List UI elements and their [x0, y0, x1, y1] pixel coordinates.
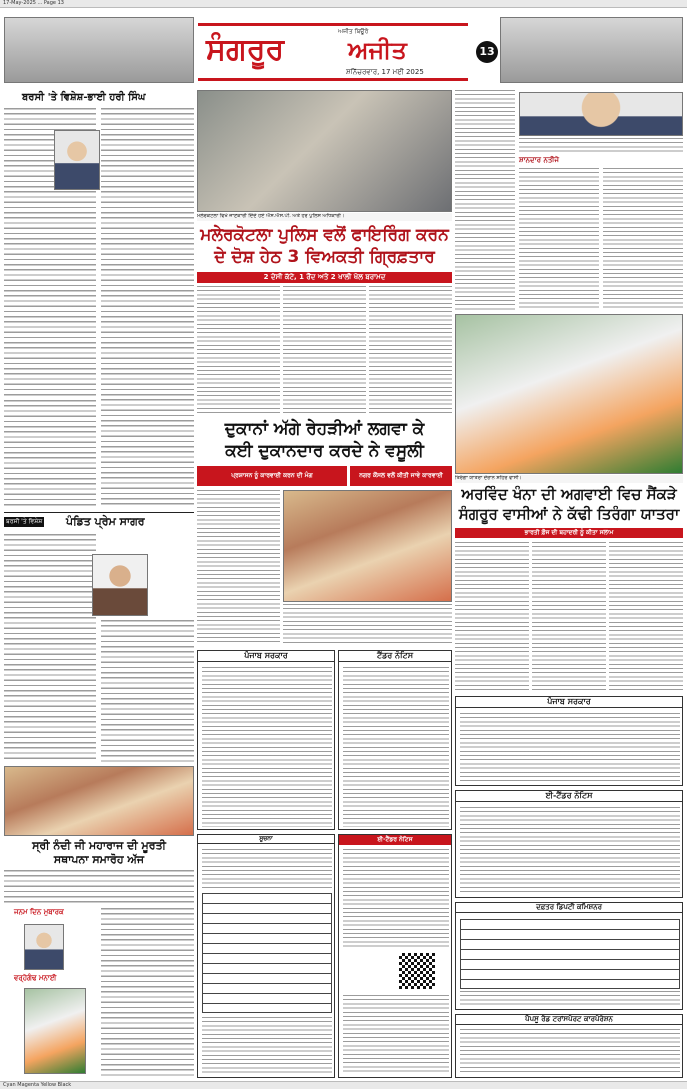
- center-article-2-col2: [283, 604, 452, 644]
- anniv-header: [4, 974, 96, 986]
- right-head-results: ਸ਼ਾਨਦਾਰ ਨਤੀਜੇ: [519, 156, 559, 164]
- center-article-1-col1: [197, 286, 280, 414]
- right-article-2-lead: [519, 138, 683, 154]
- tiranga-rally-photo: [455, 314, 683, 474]
- right-article-3-col1: [455, 542, 529, 692]
- ad-right-3-grid: [460, 919, 680, 989]
- ad-right-4-title: ਪੈਪਸੂ ਰੋਡ ਟਰਾਂਸਪੋਰਟ ਕਾਰਪੋਰੇਸ਼ਨ: [456, 1015, 682, 1025]
- rally-caption: ਤਿਰੰਗਾ ਯਾਤਰਾ ਦੌਰਾਨ ਸ਼ਹਿਰ ਵਾਸੀ।: [455, 475, 683, 483]
- center-article-2-col1: [197, 490, 280, 642]
- left-head-2-row: [4, 516, 194, 530]
- center-subbar-2a: ਪ੍ਰਸ਼ਾਸਨ ਨੂੰ ਕਾਰਵਾਈ ਕਰਨ ਦੀ ਮੰਗ: [197, 466, 347, 486]
- ad-punjab-sarkar-body: [202, 667, 332, 827]
- issue-date: ਸ਼ਨਿੱਚਰਵਾਰ, 17 ਮਈ 2025: [346, 68, 424, 76]
- ad-notice-footer: [202, 1017, 332, 1075]
- ad-notice-title: ਸੂਚਨਾ: [198, 835, 334, 844]
- students-photo: [519, 92, 683, 136]
- left-head-3-l1: ਸ੍ਰੀ ਨੰਦੀ ਜੀ ਮਹਾਰਾਜ ਦੀ ਮੂਰਤੀ: [32, 839, 166, 852]
- masthead-left-photo: [4, 17, 194, 83]
- left-article-1-col2: [101, 108, 194, 508]
- ad-right-1: [455, 696, 683, 786]
- left-head-3-l2: ਸਥਾਪਨਾ ਸਮਾਰੋਹ ਅੱਜ: [53, 853, 145, 866]
- print-info-text: 17-May-2025 ... Page 13: [3, 0, 64, 6]
- center-article-1-col2: [283, 286, 366, 414]
- vendors-photo: [283, 490, 452, 602]
- ad-right-3: [455, 902, 683, 1010]
- bday-header: [4, 908, 96, 920]
- ad-right-1-title: ਪੰਜਾਬ ਸਰਕਾਰ: [456, 697, 682, 708]
- left-head-2: ਪੰਡਿਤ ਪ੍ਰੇਮ ਸਾਗਰ: [66, 515, 145, 528]
- page-number: 13: [476, 41, 498, 63]
- center-head-2-l1: ਦੁਕਾਨਾਂ ਅੱਗੇ ਰੇਹੜੀਆਂ ਲਗਵਾ ਕੇ: [224, 419, 425, 439]
- left-article-2-col1: [4, 534, 96, 762]
- right-article-2-col2: [603, 168, 683, 310]
- ad-right-4: [455, 1014, 683, 1078]
- left-head-1: ਬਰਸੀ 'ਤੇ ਵਿਸ਼ੇਸ਼-ਭਾਈ ਹਰੀ ਸਿੰਘ: [22, 92, 146, 103]
- masthead: [0, 9, 687, 87]
- ad-tender-2-footer: [343, 995, 449, 1075]
- left-portrait-1: [54, 130, 100, 190]
- center-column: [197, 90, 452, 1083]
- ad-tender-notice-title: ਟੈਂਡਰ ਨੋਟਿਸ: [339, 651, 451, 662]
- ad-punjab-sarkar: [197, 650, 335, 830]
- ad-tender-2: [338, 834, 452, 1078]
- ad-notice-grid: [202, 893, 332, 1013]
- police-photo: [197, 90, 452, 212]
- anniv-photo: [24, 988, 86, 1074]
- ad-punjab-sarkar-title: ਪੰਜਾਬ ਸਰਕਾਰ: [198, 651, 334, 662]
- bday-label: ਜਨਮ ਦਿਨ ਮੁਬਾਰਕ: [14, 908, 64, 916]
- left-article-4: [101, 908, 194, 1078]
- print-info-strip: [0, 0, 687, 8]
- brand-tag: ਅਜੀਤ ਬਿਊਰੋ: [338, 28, 369, 35]
- ad-tender-notice: [338, 650, 452, 830]
- center-head-1-l1: ਮਲੇਰਕੋਟਲਾ ਪੁਲਿਸ ਵਲੋਂ ਫਾਇਰਿੰਗ ਕਰਨ: [200, 225, 449, 245]
- print-color-strip: [0, 1081, 687, 1089]
- special-tag: ਬਰਸੀ 'ਤੇ ਵਿਸ਼ੇਸ਼: [6, 518, 43, 525]
- left-column: [4, 90, 194, 1083]
- ad-right-1-body: [460, 713, 680, 783]
- ad-right-3-footer: [460, 991, 680, 1007]
- right-column: [455, 90, 683, 1083]
- center-head-2-l2: ਕਈ ਦੁਕਾਨਦਾਰ ਕਰਦੇ ਨੇ ਵਸੂਲੀ: [225, 441, 424, 461]
- ad-right-3-title: ਦਫ਼ਤਰ ਡਿਪਟੀ ਕਮਿਸ਼ਨਰ: [456, 903, 682, 913]
- brand-name: ਅਜੀਤ: [348, 36, 407, 64]
- police-photo-caption: ਮਲੇਰਕੋਟਲਾ ਵਿਖੇ ਜਾਣਕਾਰੀ ਦਿੰਦੇ ਹੋਏ ਐਸ.ਐਸ.ਪੀ. ਅਤੇ ਹੋਰ ਪੁਲਿਸ ਅਧਿਕਾਰੀ।: [197, 213, 452, 221]
- center-head-1-l2: ਦੇ ਦੋਸ਼ ਹੇਠ 3 ਵਿਅਕਤੀ ਗ੍ਰਿਫ਼ਤਾਰ: [214, 247, 435, 267]
- right-article-2-col1: [519, 168, 599, 310]
- ad-right-2-body: [460, 807, 680, 895]
- left-event-photo: [4, 766, 194, 836]
- ad-right-2: [455, 790, 683, 898]
- center-subbar-2b: ਨਗਰ ਕੌਂਸਲ ਵਲੋਂ ਕੀਤੀ ਜਾਵੇ ਕਾਰਵਾਈ: [350, 466, 452, 486]
- center-article-1-col3: [369, 286, 452, 414]
- left-article-2-col2: [101, 620, 194, 762]
- ad-right-4-body: [460, 1029, 680, 1075]
- right-head-l1: ਅਰਵਿੰਦ ਖੰਨਾ ਦੀ ਅਗਵਾਈ ਵਿਚ ਸੈਂਕੜੇ: [461, 485, 677, 503]
- ad-tender-2-title: ਈ-ਟੈਂਡਰ ਨੋਟਿਸ: [339, 835, 451, 845]
- masthead-title-block: [198, 23, 468, 81]
- ad-tender-notice-body: [343, 667, 449, 827]
- right-article-3-col3: [609, 542, 683, 692]
- center-subbar-1: 2 ਦੇਸੀ ਕੱਟੇ, 1 ਰੌਂਦ ਅਤੇ 2 ਖਾਲੀ ਖੋਲ ਬਰਾਮਦ: [197, 272, 452, 283]
- ad-tender-2-body: [343, 849, 449, 949]
- right-head-l2: ਸੰਗਰੂਰ ਵਾਸੀਆਂ ਨੇ ਕੱਢੀ ਤਿਰੰਗਾ ਯਾਤਰਾ: [458, 505, 680, 523]
- left-article-3: [4, 870, 194, 906]
- bday-photo: [24, 924, 64, 970]
- ad-notice-intro: [202, 849, 332, 889]
- anniv-label: ਵਰ੍ਹੇਗੰਢ ਮਨਾਈ: [14, 974, 57, 982]
- print-color-text: Cyan Magenta Yellow Black: [3, 1082, 72, 1088]
- left-portrait-2: [92, 554, 148, 616]
- ad-notice-table: [197, 834, 335, 1078]
- right-article-3-col2: [532, 542, 606, 692]
- masthead-right-photo: [500, 17, 683, 83]
- divider: [4, 512, 194, 513]
- qr-code-icon: [399, 953, 435, 989]
- ad-right-2-title: ਈ-ਟੈਂਡਰ ਨੋਟਿਸ: [456, 791, 682, 802]
- right-subbar: ਭਾਰਤੀ ਫ਼ੌਜ ਦੀ ਬਹਾਦਰੀ ਨੂੰ ਕੀਤਾ ਸਲਾਮ: [455, 528, 683, 538]
- right-article-1: [455, 90, 515, 310]
- city-name: ਸੰਗਰੂਰ: [206, 32, 285, 67]
- left-article-1-col1b: [4, 400, 96, 508]
